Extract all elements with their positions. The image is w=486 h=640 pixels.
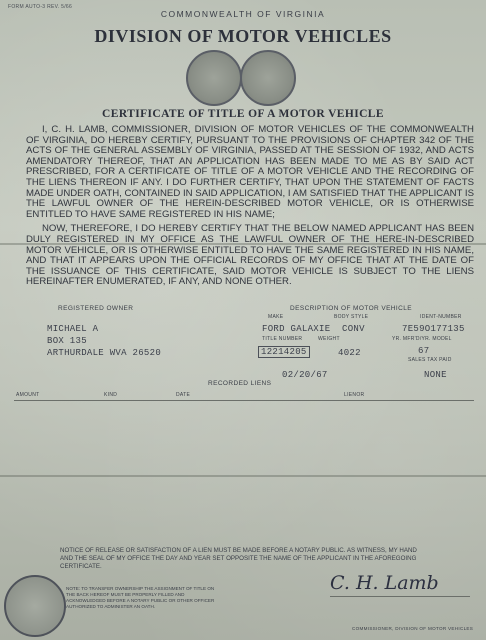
lienor-label: LIENOR — [344, 392, 365, 398]
division-seal — [4, 575, 66, 637]
commissioner-signature: C. H. Lamb — [330, 572, 439, 594]
commissioner-caption: COMMISSIONER, DIVISION OF MOTOR VEHICLES — [352, 626, 474, 631]
transfer-note: NOTE: TO TRANSFER OWNERSHIP THE ASSIGNMENT OF TITLE ON THE BACK HEREOF MUST BE PROPERLY FILLED AND ACKNOWLEDGED BEFORE A NOTARY PUBLIC OR OTHER OFFICER AUTHORIZED TO ADMINISTER AN OATH. — [66, 586, 215, 609]
issue-date: 02/20/67 — [282, 370, 328, 380]
virginia-seal-obverse — [186, 50, 242, 106]
signature-rule — [330, 596, 470, 597]
fold-line — [0, 475, 486, 477]
commonwealth-heading: COMMONWEALTH OF VIRGINIA — [160, 9, 326, 19]
title-number: 12214205 — [258, 346, 310, 358]
ident-number-label: IDENT-NUMBER — [420, 314, 462, 320]
vehicle-weight: 4022 — [338, 348, 361, 358]
year-model-label: YR. MFR'D/YR. MODEL — [392, 336, 452, 342]
lien-rule — [14, 400, 474, 401]
form-number: FORM AUTO-3 REV. 5/66 — [8, 4, 73, 10]
certification-paragraph: NOW, THEREFORE, I DO HEREBY CERTIFY THAT THE BELOW NAMED APPLICANT HAS BEEN DULY REGISTERED IN MY OFFICE AS THE LAWFUL OWNER OF THE HERE-IN-DESCRIBED MOTOR VEHICLE, OR IS OTHERWISE ENTITLED TO HAVE THE SAME REGISTERED IN HIS NAME, AND THAT IT APPEARS UPON THE OFFICIAL RECORDS OF MY OFFICE THAT AT THE DATE OF THE ISSUANCE OF THIS CERTIFICATE, SAID MOTOR VEHICLE IS SUBJECT TO THE LIENS HEREINAFTER ENUMERATED, IF ANY, AND NONE OTHER. — [26, 223, 474, 288]
body-style-label: BODY STYLE — [334, 314, 369, 320]
make-label: MAKE — [268, 314, 284, 320]
certificate-title: CERTIFICATE OF TITLE OF A MOTOR VEHICLE — [102, 108, 384, 120]
weight-label: WEIGHT — [318, 336, 340, 342]
owner-address-line: BOX 135 — [47, 336, 87, 346]
division-heading: DIVISION OF MOTOR VEHICLES — [94, 26, 392, 46]
owner-address-line: ARTHURDALE WVA 26520 — [47, 348, 162, 358]
vehicle-ident-number: 7E59O177135 — [402, 324, 465, 334]
vehicle-body-style: CONV — [342, 324, 365, 334]
notice-text: NOTICE OF RELEASE OR SATISFACTION OF A LIEN MUST BE MADE BEFORE A NOTARY PUBLIC. AS WITNESS, MY HAND AND THE SEAL OF MY OFFICE THE DAY AND YEAR SET OPPOSITE THE NAME OF THE APPLICANT IN THE AFOREGOING CERTIFICATE. — [60, 547, 417, 570]
vehicle-year: 67 — [418, 346, 430, 356]
virginia-seal-reverse — [240, 50, 296, 106]
lien-date-label: DATE — [176, 392, 191, 398]
recorded-liens-label: RECORDED LIENS — [208, 380, 272, 387]
certification-text — [26, 125, 474, 288]
sales-tax-value: NONE — [424, 370, 447, 380]
lien-amount-label: AMOUNT — [16, 392, 40, 398]
sales-tax-label: SALES TAX PAID — [408, 357, 452, 363]
registered-owner-label: REGISTERED OWNER — [58, 305, 134, 312]
owner-name: MICHAEL A — [47, 324, 99, 334]
title-number-label: TITLE NUMBER — [262, 336, 303, 342]
vehicle-make: FORD GALAXIE — [262, 324, 331, 334]
description-label: DESCRIPTION OF MOTOR VEHICLE — [290, 305, 412, 312]
certification-paragraph: I, C. H. LAMB, COMMISSIONER, DIVISION OF MOTOR VEHICLES OF THE COMMONWEALTH OF VIRGINIA, DO HEREBY CERTIFY, PURSUANT TO THE PROVISIONS OF CHAPTER 342 OF THE ACTS OF THE GENERAL ASSEMBLY OF VIRGINIA, PASSED AT THE SESSION OF 1932, AND ACTS AMENDATORY THEREOF, THAT AN APPLICATION HAS BEEN MADE TO ME AS BY SAID ACT PRESCRIBED, FOR A CERTIFICATE OF TITLE OF A MOTOR VEHICLE AND THE RECORDING OF THE LIENS THEREON IF ANY. I DO FURTHER CERTIFY, THAT UPON THE STATEMENT OF FACTS MADE UNDER OATH, CONTAINED IN SAID APPLICATION, I AM SATISFIED THAT THE APPLICANT IS THE LAWFUL OWNER OF THE HEREIN-DESCRIBED MOTOR VEHICLE, OR IS OTHERWISE ENTITLED TO HAVE SAME REGISTERED IN HIS NAME; — [26, 124, 474, 220]
lien-kind-label: KIND — [104, 392, 118, 398]
